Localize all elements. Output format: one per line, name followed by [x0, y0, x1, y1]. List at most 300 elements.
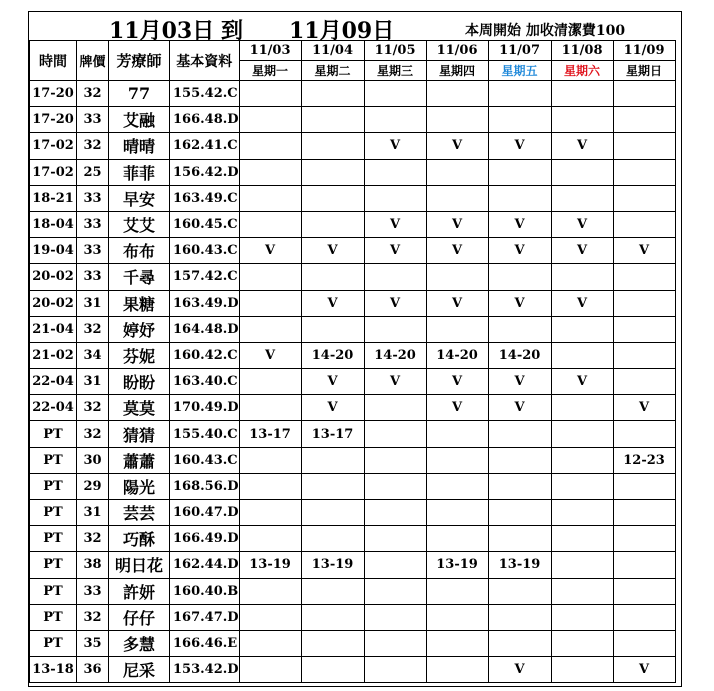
price-cell: 36 — [77, 657, 109, 683]
info-cell: 166.46.E — [170, 630, 240, 656]
schedule-cell[interactable]: V — [488, 657, 551, 683]
schedule-cell[interactable] — [613, 526, 675, 552]
schedule-cell[interactable] — [426, 447, 488, 473]
schedule-cell[interactable] — [488, 473, 551, 499]
schedule-cell[interactable]: V — [364, 290, 426, 316]
schedule-cell[interactable]: V — [301, 369, 364, 395]
time-cell: PT — [30, 421, 77, 447]
schedule-cell[interactable]: V — [364, 211, 426, 237]
schedule-cell[interactable] — [551, 552, 613, 578]
day-of-week: 星期二 — [301, 61, 364, 81]
schedule-cell[interactable] — [239, 395, 301, 421]
time-cell: 13-18 — [30, 657, 77, 683]
schedule-cell[interactable] — [551, 159, 613, 185]
price-cell: 33 — [77, 264, 109, 290]
time-cell: PT — [30, 447, 77, 473]
table-row — [30, 238, 676, 264]
schedule-cell[interactable]: V — [426, 395, 488, 421]
day-date: 11/05 — [364, 41, 426, 61]
schedule-cell[interactable] — [301, 630, 364, 656]
schedule-cell[interactable] — [239, 526, 301, 552]
schedule-cell[interactable]: V — [488, 369, 551, 395]
schedule-cell[interactable] — [364, 473, 426, 499]
schedule-cell[interactable] — [613, 342, 675, 368]
col-header-time: 時間 — [30, 41, 77, 81]
price-cell: 33 — [77, 107, 109, 133]
table-row — [30, 159, 676, 185]
schedule-cell[interactable] — [551, 657, 613, 683]
schedule-cell[interactable]: V — [488, 238, 551, 264]
schedule-cell[interactable] — [426, 185, 488, 211]
schedule-cell[interactable] — [613, 578, 675, 604]
schedule-cell[interactable]: 14-20 — [426, 342, 488, 368]
table-row — [30, 185, 676, 211]
table-row — [30, 290, 676, 316]
info-cell: 160.45.C — [170, 211, 240, 237]
schedule-cell[interactable] — [364, 159, 426, 185]
schedule-cell[interactable] — [364, 264, 426, 290]
schedule-cell[interactable] — [551, 316, 613, 342]
table-row — [30, 342, 676, 368]
schedule-cell[interactable] — [301, 657, 364, 683]
therapist-name-cell: 婷妤 — [109, 316, 170, 342]
week-end-date: 11月09日 — [289, 18, 395, 44]
day-of-week: 星期日 — [613, 61, 675, 81]
schedule-cell[interactable] — [551, 342, 613, 368]
table-row — [30, 264, 676, 290]
table-row — [30, 211, 676, 237]
table-row — [30, 604, 676, 630]
schedule-cell[interactable]: 13-17 — [239, 421, 301, 447]
time-cell: PT — [30, 604, 77, 630]
time-cell: PT — [30, 473, 77, 499]
table-row — [30, 630, 676, 656]
schedule-cell[interactable] — [488, 316, 551, 342]
schedule-cell[interactable] — [239, 81, 301, 107]
therapist-name-cell: 艾艾 — [109, 211, 170, 237]
schedule-cell[interactable] — [613, 421, 675, 447]
therapist-name-cell: 盼盼 — [109, 369, 170, 395]
schedule-cell[interactable] — [426, 578, 488, 604]
schedule-cell[interactable] — [301, 526, 364, 552]
title-bar — [29, 12, 681, 44]
schedule-cell[interactable]: V — [551, 238, 613, 264]
therapist-name-cell: 多慧 — [109, 630, 170, 656]
schedule-cell[interactable] — [613, 500, 675, 526]
schedule-cell[interactable] — [488, 604, 551, 630]
schedule-cell[interactable] — [301, 500, 364, 526]
schedule-cell[interactable]: 13-19 — [426, 552, 488, 578]
day-date: 11/04 — [301, 41, 364, 61]
schedule-cell[interactable]: V — [613, 395, 675, 421]
price-cell: 31 — [77, 369, 109, 395]
time-cell: PT — [30, 500, 77, 526]
price-cell: 32 — [77, 421, 109, 447]
schedule-cell[interactable] — [551, 526, 613, 552]
schedule-cell[interactable]: V — [488, 395, 551, 421]
info-cell: 157.42.C — [170, 264, 240, 290]
price-cell: 25 — [77, 159, 109, 185]
col-header-therapist: 芳療師 — [109, 41, 170, 81]
schedule-cell[interactable] — [488, 264, 551, 290]
therapist-name-cell: 明日花 — [109, 552, 170, 578]
table-row — [30, 473, 676, 499]
time-cell: PT — [30, 578, 77, 604]
schedule-cell[interactable]: V — [364, 133, 426, 159]
schedule-cell[interactable] — [613, 133, 675, 159]
schedule-cell[interactable] — [301, 264, 364, 290]
time-cell: 18-21 — [30, 185, 77, 211]
schedule-cell[interactable]: V — [426, 238, 488, 264]
price-cell: 35 — [77, 630, 109, 656]
table-row — [30, 107, 676, 133]
schedule-cell[interactable] — [613, 81, 675, 107]
schedule-cell[interactable] — [488, 630, 551, 656]
schedule-cell[interactable]: V — [426, 369, 488, 395]
therapist-name-cell: 晴晴 — [109, 133, 170, 159]
col-header-price: 牌價 — [77, 41, 109, 81]
schedule-cell[interactable] — [239, 290, 301, 316]
therapist-name-cell: 布布 — [109, 238, 170, 264]
schedule-cell[interactable] — [364, 630, 426, 656]
therapist-name-cell: 77 — [109, 81, 170, 107]
day-date: 11/03 — [239, 41, 301, 61]
info-cell: 160.40.B — [170, 578, 240, 604]
schedule-cell[interactable] — [551, 630, 613, 656]
schedule-cell[interactable]: 14-20 — [488, 342, 551, 368]
schedule-cell[interactable] — [551, 447, 613, 473]
schedule-cell[interactable] — [364, 447, 426, 473]
therapist-name-cell: 莫莫 — [109, 395, 170, 421]
schedule-cell[interactable] — [239, 211, 301, 237]
schedule-cell[interactable] — [239, 159, 301, 185]
schedule-cell[interactable] — [301, 159, 364, 185]
schedule-cell[interactable] — [301, 578, 364, 604]
price-cell: 38 — [77, 552, 109, 578]
info-cell: 153.42.D — [170, 657, 240, 683]
schedule-cell[interactable]: V — [551, 133, 613, 159]
schedule-cell[interactable]: V — [301, 238, 364, 264]
table-row — [30, 447, 676, 473]
schedule-cell[interactable] — [364, 604, 426, 630]
info-cell: 166.49.D — [170, 526, 240, 552]
table-row — [30, 500, 676, 526]
schedule-cell[interactable] — [613, 290, 675, 316]
schedule-cell[interactable] — [613, 604, 675, 630]
info-cell: 163.49.D — [170, 290, 240, 316]
price-cell: 30 — [77, 447, 109, 473]
schedule-cell[interactable]: 13-19 — [301, 552, 364, 578]
day-of-week: 星期四 — [426, 61, 488, 81]
info-cell: 156.42.D — [170, 159, 240, 185]
info-cell: 166.48.D — [170, 107, 240, 133]
day-of-week: 星期六 — [551, 61, 613, 81]
col-header-info: 基本資料 — [170, 41, 240, 81]
schedule-sheet — [28, 11, 682, 687]
table-row — [30, 316, 676, 342]
schedule-cell[interactable] — [239, 473, 301, 499]
price-cell: 32 — [77, 133, 109, 159]
schedule-cell[interactable] — [301, 211, 364, 237]
schedule-cell[interactable] — [426, 81, 488, 107]
schedule-cell[interactable] — [364, 500, 426, 526]
schedule-cell[interactable] — [426, 473, 488, 499]
time-cell: 22-04 — [30, 369, 77, 395]
info-cell: 160.47.D — [170, 500, 240, 526]
table-row — [30, 657, 676, 683]
schedule-cell[interactable] — [426, 264, 488, 290]
info-cell: 155.40.C — [170, 421, 240, 447]
price-cell: 29 — [77, 473, 109, 499]
schedule-cell[interactable]: V — [239, 342, 301, 368]
schedule-cell[interactable] — [613, 369, 675, 395]
schedule-table — [29, 40, 676, 683]
schedule-cell[interactable]: V — [613, 238, 675, 264]
time-cell: 21-02 — [30, 342, 77, 368]
week-start-date: 11月03日 — [109, 18, 215, 44]
therapist-name-cell: 果糖 — [109, 290, 170, 316]
info-cell: 168.56.D — [170, 473, 240, 499]
schedule-cell[interactable]: V — [301, 395, 364, 421]
schedule-cell[interactable] — [613, 211, 675, 237]
schedule-cell[interactable] — [364, 395, 426, 421]
schedule-cell[interactable] — [613, 473, 675, 499]
schedule-cell[interactable] — [364, 578, 426, 604]
day-date: 11/08 — [551, 41, 613, 61]
info-cell: 163.49.C — [170, 185, 240, 211]
day-date: 11/06 — [426, 41, 488, 61]
schedule-cell[interactable] — [239, 630, 301, 656]
therapist-name-cell: 猜猜 — [109, 421, 170, 447]
price-cell: 32 — [77, 81, 109, 107]
schedule-cell[interactable] — [239, 604, 301, 630]
schedule-cell[interactable] — [488, 500, 551, 526]
time-cell: 20-02 — [30, 264, 77, 290]
schedule-cell[interactable] — [239, 369, 301, 395]
schedule-cell[interactable] — [239, 578, 301, 604]
schedule-cell[interactable] — [613, 159, 675, 185]
week-to-label: 到 — [221, 18, 244, 44]
schedule-cell[interactable]: V — [239, 238, 301, 264]
table-row — [30, 552, 676, 578]
time-cell: PT — [30, 630, 77, 656]
time-cell: PT — [30, 552, 77, 578]
schedule-cell[interactable]: V — [426, 290, 488, 316]
time-cell: 17-02 — [30, 133, 77, 159]
schedule-cell[interactable]: 14-20 — [301, 342, 364, 368]
price-cell: 31 — [77, 290, 109, 316]
schedule-cell[interactable]: V — [301, 290, 364, 316]
schedule-cell[interactable] — [239, 316, 301, 342]
schedule-cell[interactable] — [239, 264, 301, 290]
schedule-cell[interactable]: V — [426, 133, 488, 159]
time-cell: 19-04 — [30, 238, 77, 264]
table-row — [30, 133, 676, 159]
schedule-cell[interactable] — [613, 552, 675, 578]
time-cell: 22-04 — [30, 395, 77, 421]
schedule-cell[interactable] — [426, 604, 488, 630]
schedule-cell[interactable] — [364, 81, 426, 107]
table-row — [30, 421, 676, 447]
schedule-cell[interactable]: V — [551, 211, 613, 237]
schedule-cell[interactable]: V — [613, 657, 675, 683]
schedule-cell[interactable] — [239, 185, 301, 211]
time-cell: 17-20 — [30, 107, 77, 133]
schedule-cell[interactable] — [239, 657, 301, 683]
schedule-cell[interactable] — [301, 316, 364, 342]
schedule-cell[interactable]: V — [488, 211, 551, 237]
therapist-name-cell: 菲菲 — [109, 159, 170, 185]
schedule-cell[interactable] — [551, 473, 613, 499]
schedule-cell[interactable] — [301, 473, 364, 499]
schedule-cell[interactable] — [613, 185, 675, 211]
schedule-cell[interactable]: 13-19 — [488, 552, 551, 578]
schedule-cell[interactable] — [488, 107, 551, 133]
therapist-name-cell: 許妍 — [109, 578, 170, 604]
info-cell: 160.43.C — [170, 238, 240, 264]
price-cell: 32 — [77, 395, 109, 421]
table-row — [30, 369, 676, 395]
price-cell: 33 — [77, 578, 109, 604]
schedule-cell[interactable] — [239, 133, 301, 159]
schedule-cell[interactable]: V — [488, 290, 551, 316]
schedule-cell[interactable] — [301, 81, 364, 107]
table-row — [30, 578, 676, 604]
info-cell: 167.47.D — [170, 604, 240, 630]
schedule-cell[interactable] — [426, 159, 488, 185]
schedule-cell[interactable] — [364, 552, 426, 578]
table-row — [30, 395, 676, 421]
schedule-cell[interactable] — [613, 107, 675, 133]
schedule-cell[interactable] — [488, 578, 551, 604]
day-date: 11/09 — [613, 41, 675, 61]
schedule-cell[interactable] — [551, 107, 613, 133]
table-row — [30, 526, 676, 552]
price-cell: 31 — [77, 500, 109, 526]
schedule-cell[interactable]: V — [551, 290, 613, 316]
schedule-cell[interactable] — [364, 421, 426, 447]
schedule-cell[interactable] — [426, 316, 488, 342]
schedule-cell[interactable]: 14-20 — [364, 342, 426, 368]
day-of-week: 星期三 — [364, 61, 426, 81]
schedule-cell[interactable] — [613, 316, 675, 342]
schedule-cell[interactable] — [551, 500, 613, 526]
schedule-cell[interactable] — [488, 185, 551, 211]
schedule-cell[interactable] — [426, 421, 488, 447]
info-cell: 163.40.C — [170, 369, 240, 395]
price-cell: 33 — [77, 185, 109, 211]
day-of-week: 星期五 — [488, 61, 551, 81]
day-of-week: 星期一 — [239, 61, 301, 81]
price-cell: 32 — [77, 604, 109, 630]
table-row — [30, 81, 676, 107]
time-cell: 17-20 — [30, 81, 77, 107]
time-cell: 20-02 — [30, 290, 77, 316]
schedule-cell[interactable]: V — [488, 133, 551, 159]
schedule-cell[interactable] — [364, 526, 426, 552]
schedule-cell[interactable] — [239, 447, 301, 473]
info-cell: 162.41.C — [170, 133, 240, 159]
schedule-cell[interactable] — [364, 316, 426, 342]
time-cell: PT — [30, 526, 77, 552]
schedule-cell[interactable] — [551, 185, 613, 211]
schedule-cell[interactable] — [364, 657, 426, 683]
schedule-cell[interactable] — [426, 500, 488, 526]
info-cell: 170.49.D — [170, 395, 240, 421]
schedule-cell[interactable] — [488, 526, 551, 552]
info-cell: 155.42.C — [170, 81, 240, 107]
schedule-cell[interactable] — [551, 81, 613, 107]
schedule-cell[interactable] — [364, 107, 426, 133]
price-cell: 32 — [77, 316, 109, 342]
schedule-cell[interactable]: V — [551, 369, 613, 395]
therapist-name-cell: 芬妮 — [109, 342, 170, 368]
schedule-cell[interactable] — [426, 526, 488, 552]
schedule-cell[interactable] — [488, 447, 551, 473]
info-cell: 162.44.D — [170, 552, 240, 578]
schedule-cell[interactable] — [551, 421, 613, 447]
schedule-cell[interactable] — [301, 185, 364, 211]
therapist-name-cell: 千尋 — [109, 264, 170, 290]
schedule-cell[interactable] — [488, 159, 551, 185]
price-cell: 33 — [77, 238, 109, 264]
schedule-cell[interactable] — [301, 133, 364, 159]
schedule-cell[interactable]: V — [364, 238, 426, 264]
schedule-cell[interactable] — [426, 657, 488, 683]
schedule-cell[interactable] — [364, 185, 426, 211]
schedule-cell[interactable] — [551, 578, 613, 604]
therapist-name-cell: 仔仔 — [109, 604, 170, 630]
schedule-cell[interactable] — [426, 630, 488, 656]
time-cell: 21-04 — [30, 316, 77, 342]
info-cell: 160.43.C — [170, 447, 240, 473]
price-cell: 34 — [77, 342, 109, 368]
therapist-name-cell: 巧酥 — [109, 526, 170, 552]
schedule-cell[interactable] — [301, 604, 364, 630]
therapist-name-cell: 早安 — [109, 185, 170, 211]
price-cell: 33 — [77, 211, 109, 237]
day-date: 11/07 — [488, 41, 551, 61]
schedule-cell[interactable] — [488, 81, 551, 107]
schedule-cell[interactable]: 13-19 — [239, 552, 301, 578]
cleaning-fee-note: 本周開始 加收清潔費100 — [465, 23, 626, 39]
schedule-cell[interactable] — [551, 264, 613, 290]
therapist-name-cell: 尼采 — [109, 657, 170, 683]
therapist-name-cell: 芸芸 — [109, 500, 170, 526]
schedule-cell[interactable] — [301, 107, 364, 133]
therapist-name-cell: 艾融 — [109, 107, 170, 133]
schedule-cell[interactable] — [426, 107, 488, 133]
schedule-cell[interactable]: V — [426, 211, 488, 237]
info-cell: 164.48.D — [170, 316, 240, 342]
schedule-cell[interactable] — [613, 264, 675, 290]
schedule-cell[interactable]: V — [364, 369, 426, 395]
schedule-cell[interactable]: 13-17 — [301, 421, 364, 447]
schedule-body — [30, 81, 676, 683]
schedule-cell[interactable] — [613, 630, 675, 656]
schedule-cell[interactable] — [239, 500, 301, 526]
schedule-cell[interactable]: 12-23 — [613, 447, 675, 473]
therapist-name-cell: 陽光 — [109, 473, 170, 499]
info-cell: 160.42.C — [170, 342, 240, 368]
schedule-cell[interactable] — [551, 395, 613, 421]
schedule-cell[interactable] — [551, 604, 613, 630]
therapist-name-cell: 蕭蕭 — [109, 447, 170, 473]
schedule-cell[interactable] — [301, 447, 364, 473]
time-cell: 17-02 — [30, 159, 77, 185]
schedule-cell[interactable] — [239, 107, 301, 133]
schedule-cell[interactable] — [488, 421, 551, 447]
